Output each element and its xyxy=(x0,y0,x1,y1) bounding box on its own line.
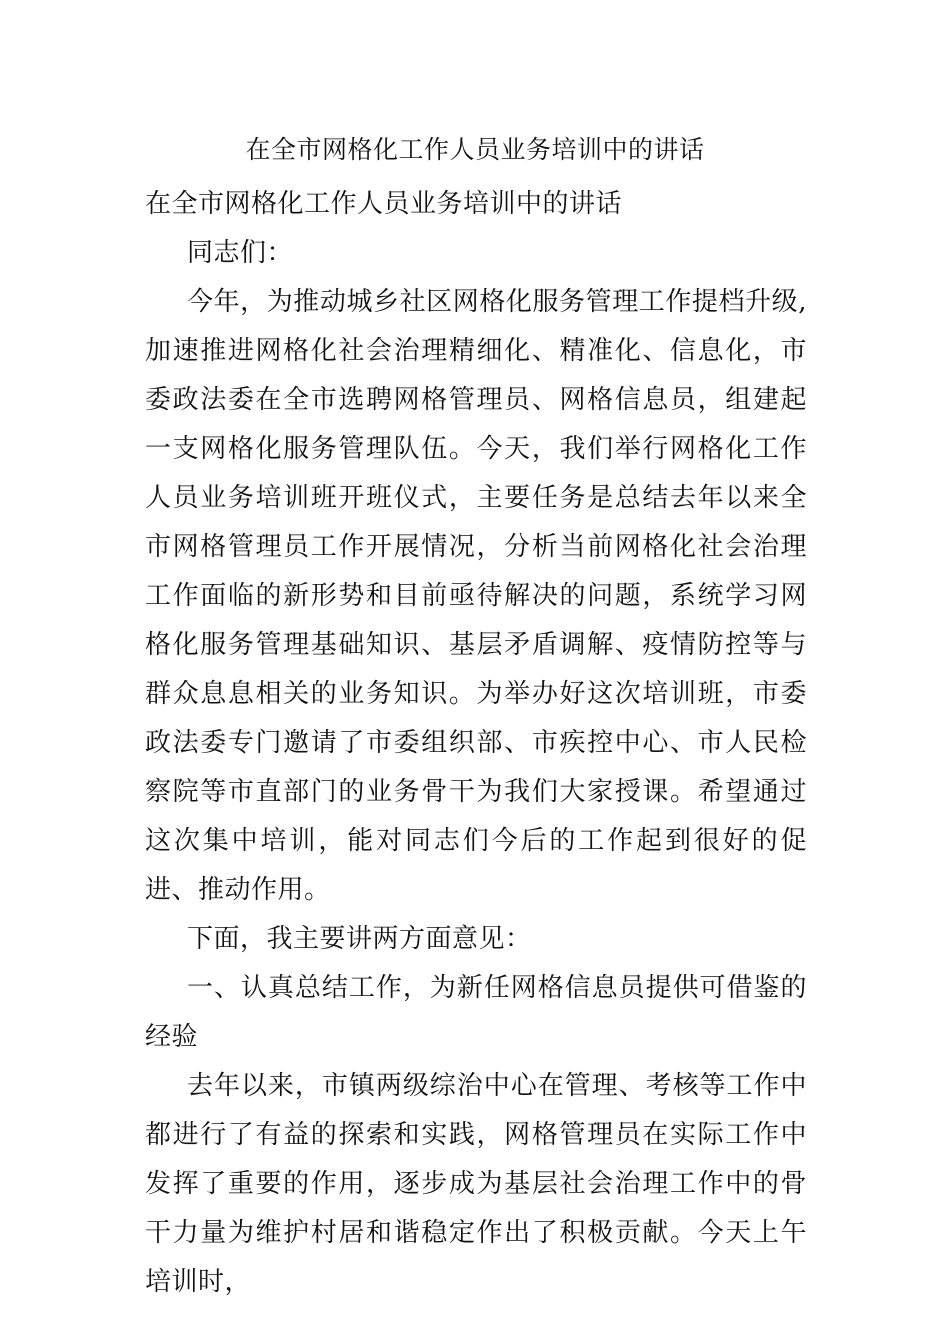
paragraph-section-1: 去年以来，市镇两级综治中心在管理、考核等工作中都进行了有益的探索和实践，网格管理员在实际工作中发挥了重要的作用，逐步成为基层社会治理工作中的骨干力量为维护村居和谐稳定作出了积极贡献。今天上午培训时， xyxy=(145,1071,807,1297)
document-title: 在全市网格化工作人员业务培训中的讲话 xyxy=(245,135,705,164)
document-subtitle: 在全市网格化工作人员业务培训中的讲话 xyxy=(145,189,623,219)
section-heading-1: 一、认真总结工作，为新任网格信息员提供可借鉴的经验 xyxy=(145,973,807,1052)
document-body xyxy=(145,180,807,1307)
paragraph-intro: 今年，为推动城乡社区网格化服务管理工作提档升级,加速推进网格化社会治理精细化、精准化、信息化，市委政法委在全市选聘网格管理员、网格信息员，组建起一支网格化服务管理队伍。今天，我们举行网格化工作人员业务培训班开班仪式，主要任务是总结去年以来全市网格管理员工作开展情况，分析当前网格化社会治理工作面临的新形势和目前亟待解决的问题，系统学习网格化服务管理基础知识、基层矛盾调解、疫情防控等与群众息息相关的业务知识。为举办好这次培训班，市委政法委专门邀请了市委组织部、市疾控中心、市人民检察院等市直部门的业务骨干为我们大家授课。希望通过这次集中培训，能对同志们今后的工作起到很好的促进、推动作用。 xyxy=(145,287,807,905)
salutation: 同志们： xyxy=(187,238,294,268)
paragraph-outline: 下面，我主要讲两方面意见： xyxy=(187,924,532,954)
